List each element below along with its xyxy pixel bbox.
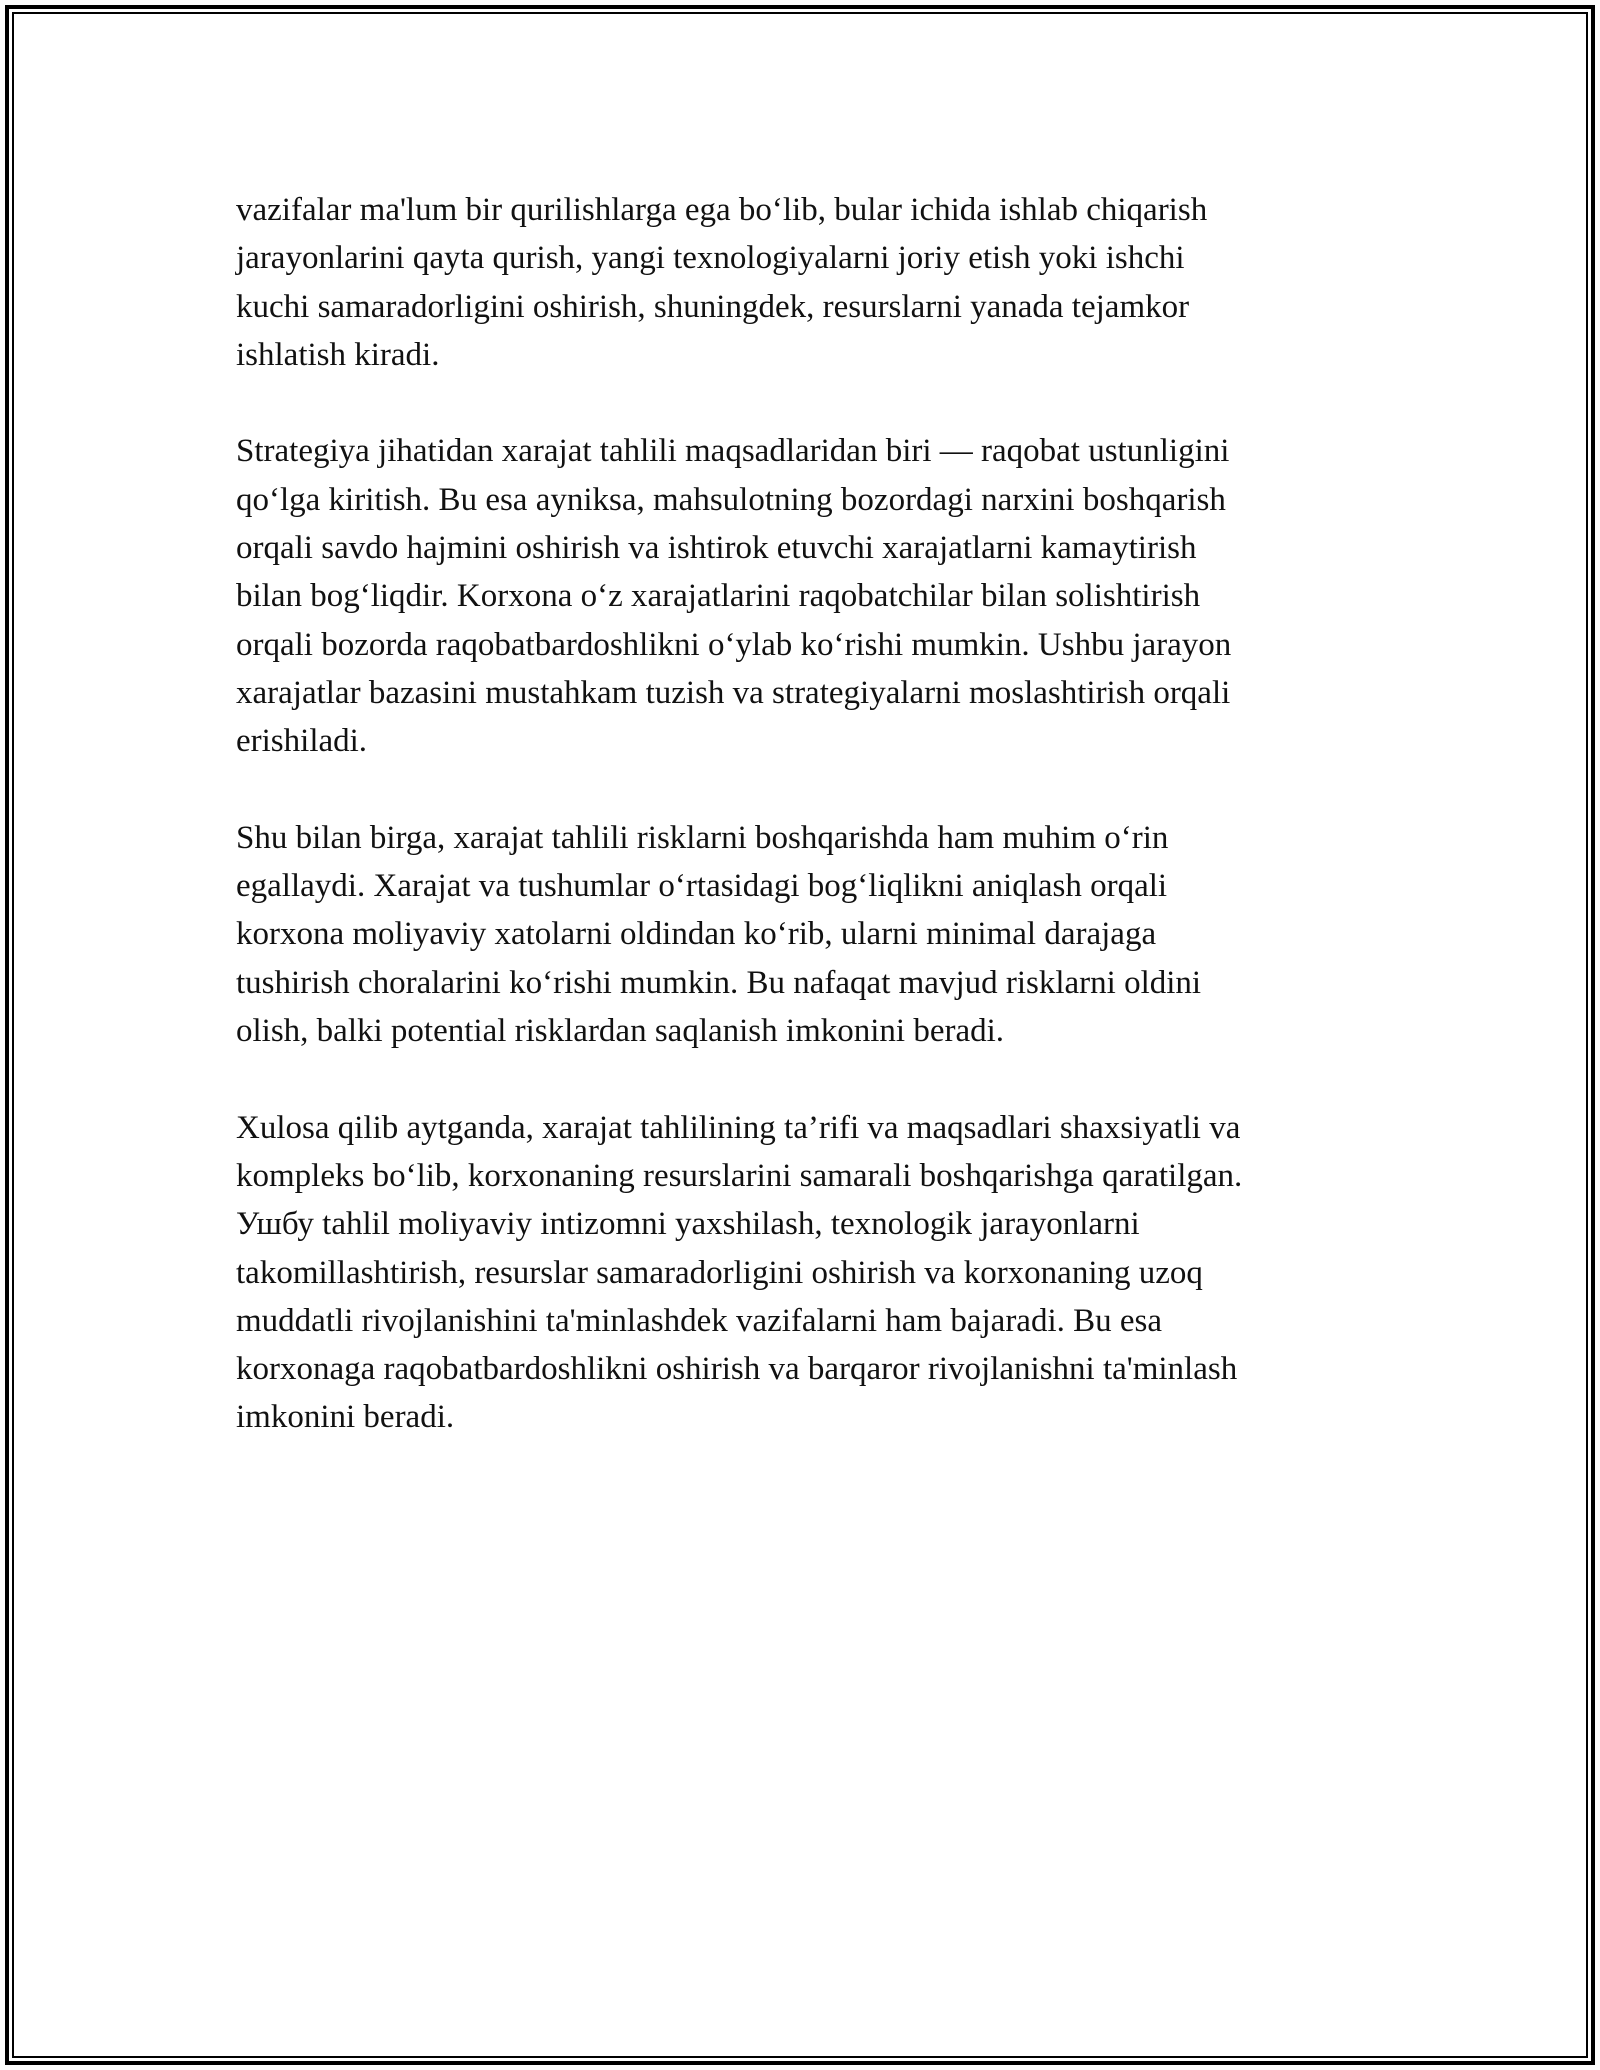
paragraph-4: Xulosa qilib aytganda, xarajat tahlilining ta’rifi va maqsadlari shaxsiyatli va kompleks bo‘lib, korxonaning resurslarini samarali boshqarishga qaratilgan. Ушбу tahlil moliyaviy intizomni yaxshilash, texnologik jarayonlarni takomillashtirish, resurslar samaradorligini oshirish va korxonaning uzoq muddatli rivojlanishini ta'minlashdek vazifalarni ham bajaradi. Bu esa korxonaga raqobatbardoshlikni oshirish va barqaror rivojlanishni ta'minlash imkonini beradi.	[236, 1109, 1243, 1436]
paragraph-3: Shu bilan birga, xarajat tahlili risklarni boshqarishda ham muhim o‘rin egallaydi. Xarajat va tushumlar o‘rtasidagi bog‘liqlikni aniqlash orqali korxona moliyaviy xatolarni oldindan ko‘rib, ularni minimal darajaga tushirish choralarini ko‘rishi mumkin. Bu nafaqat mavjud risklarni oldini olish, balki potential risklardan saqlanish imkonini beradi.	[236, 819, 1202, 1050]
document-body	[236, 186, 1366, 1490]
paragraph-2: Strategiya jihatidan xarajat tahlili maqsadlaridan biri — raqobat ustunligini qo‘lga kiritish. Bu esa ayniksa, mahsulotning bozordagi narxini boshqarish orqali savdo hajmini oshirish va ishtirok etuvchi xarajatlarni kamaytirish bilan bog‘liqdir. Korxona o‘z xarajatlarini raqobatchilar bilan solishtirish orqali bozorda raqobatbardoshlikni o‘ylab ko‘rishi mumkin. Ushbu jarayon xarajatlar bazasini mustahkam tuzish va strategiyalarni moslashtirish orqali erishiladi.	[236, 433, 1232, 760]
paragraph-1: vazifalar ma'lum bir qurilishlarga ega bo‘lib, bular ichida ishlab chiqarish jarayonlarini qayta qurish, yangi texnologiyalarni joriy etish yoki ishchi kuchi samaradorligini oshirish, shuningdek, resurslarni yanada tejamkor ishlatish kiradi.	[236, 192, 1208, 373]
